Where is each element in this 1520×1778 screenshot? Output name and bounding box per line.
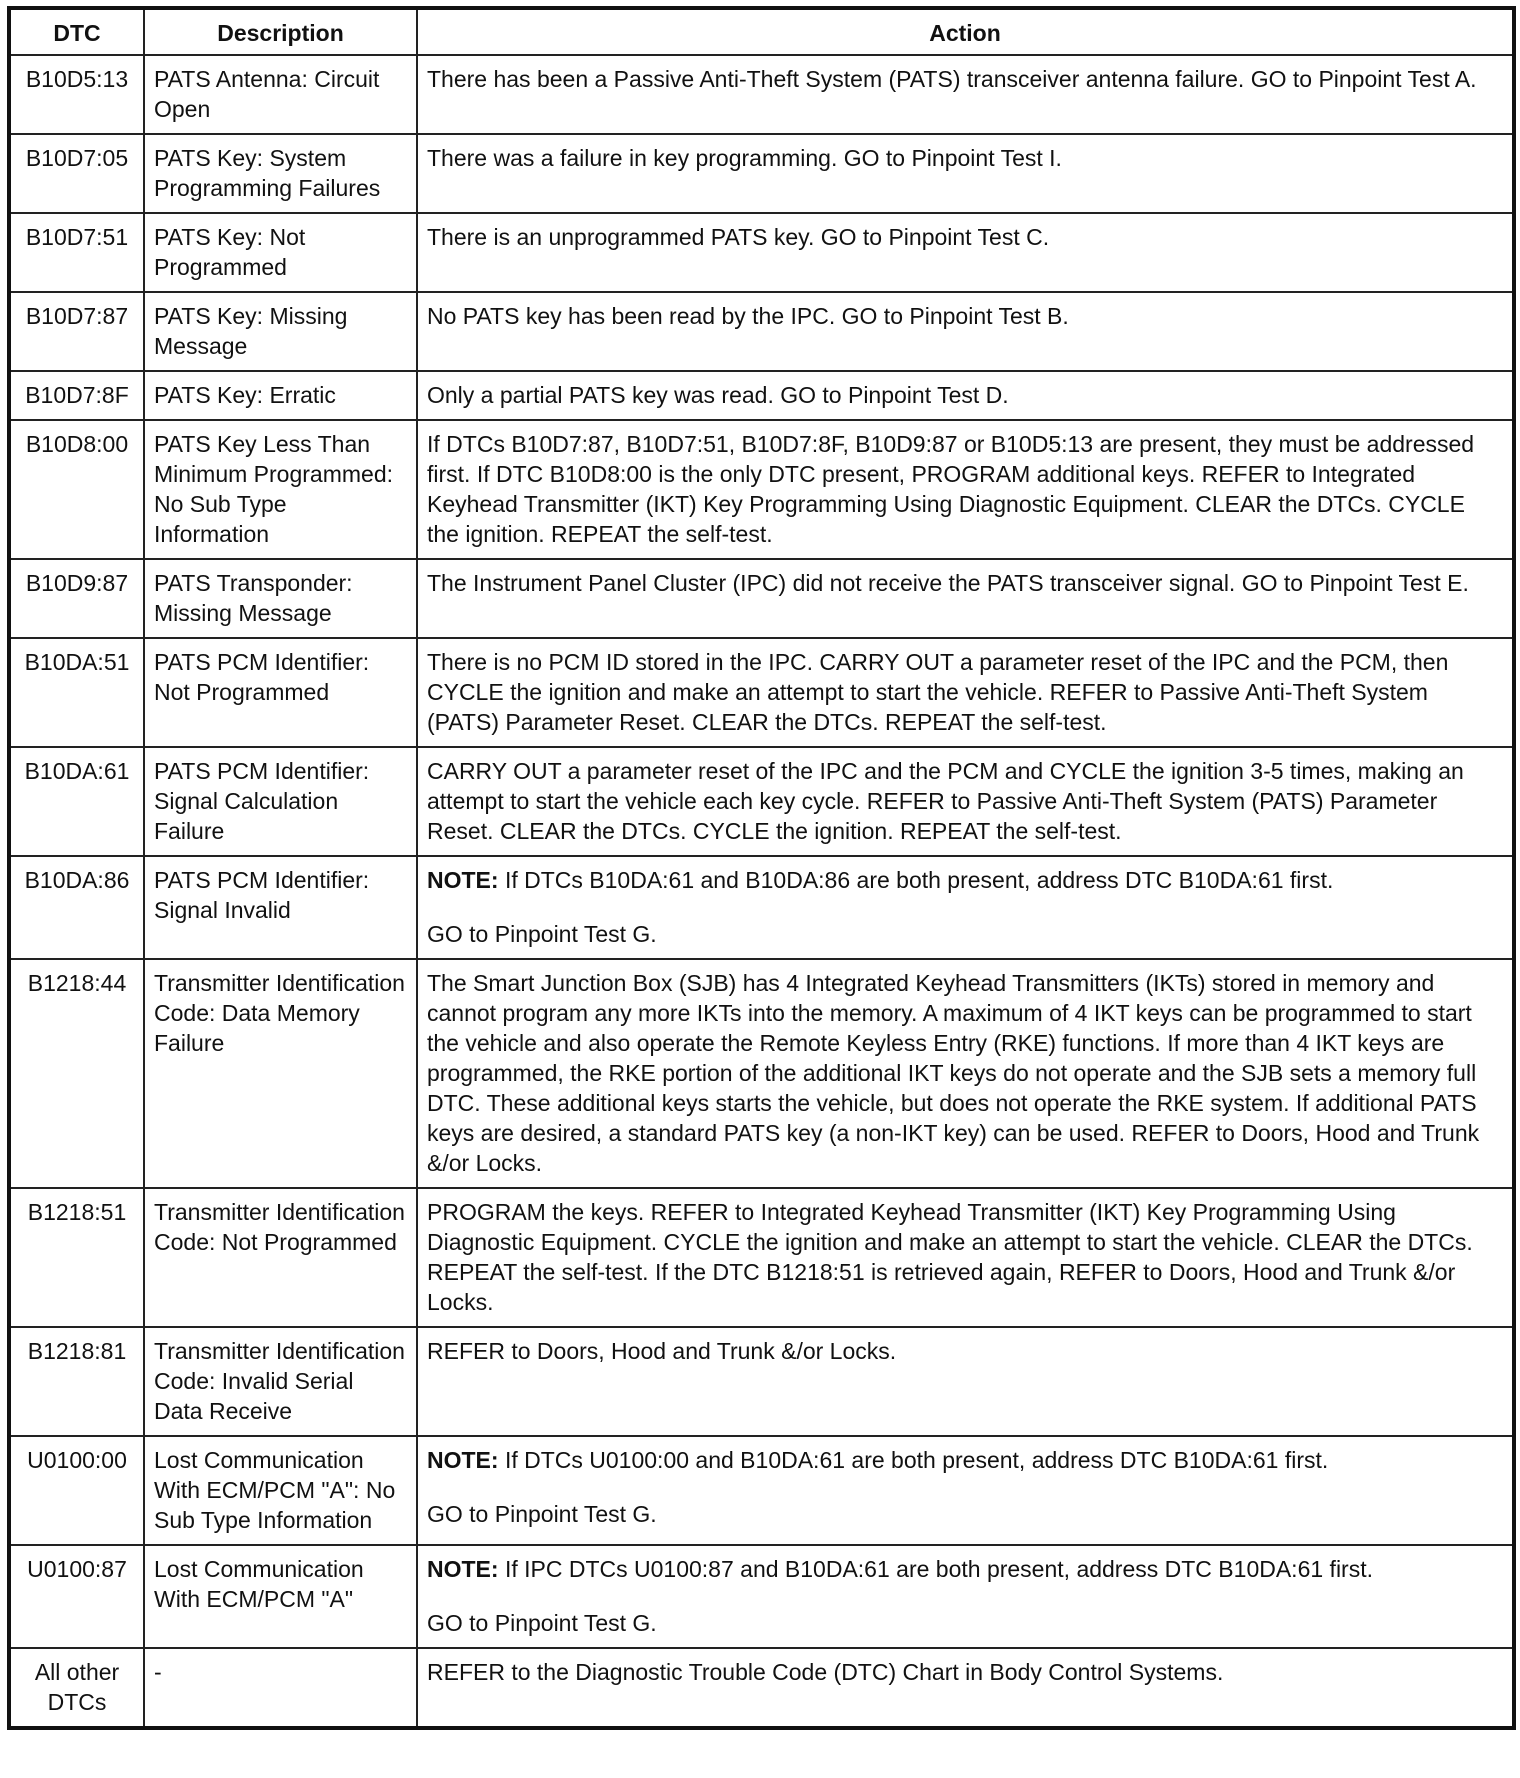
dtc-action [417, 856, 1514, 959]
note-label: NOTE: [427, 1556, 499, 1582]
header-row [9, 8, 1514, 55]
dtc-action: PROGRAM the keys. REFER to Integrated Keyhead Transmitter (IKT) Key Programming Using Diagnostic Equipment. CYCLE the ignition and make an attempt to start the vehicle. CLEAR the DTCs. REPEAT the self-test. If the DTC B1218:51 is retrieved again, REFER to Doors, Hood and Trunk &/or Locks. [417, 1188, 1514, 1327]
dtc-code: B10DA:51 [9, 638, 144, 747]
action-text: GO to Pinpoint Test G. [427, 1610, 657, 1636]
table-row [9, 1327, 1514, 1436]
dtc-description: - [144, 1648, 417, 1728]
note-line [427, 865, 1503, 895]
dtc-action [417, 1545, 1514, 1648]
table-row [9, 856, 1514, 959]
dtc-action: Only a partial PATS key was read. GO to Pinpoint Test D. [417, 371, 1514, 420]
dtc-code: B10DA:61 [9, 747, 144, 856]
dtc-code: B1218:44 [9, 959, 144, 1188]
dtc-code: U0100:00 [9, 1436, 144, 1545]
note-label: NOTE: [427, 1447, 499, 1473]
dtc-action: REFER to the Diagnostic Trouble Code (DTC) Chart in Body Control Systems. [417, 1648, 1514, 1728]
dtc-action: The Smart Junction Box (SJB) has 4 Integrated Keyhead Transmitters (IKTs) stored in memory and cannot program any more IKTs into the memory. A maximum of 4 IKT keys can be programmed to start the vehicle and also operate the Remote Keyless Entry (RKE) functions. If more than 4 IKT keys are programmed, the RKE portion of the additional IKT keys do not operate and the SJB sets a memory full DTC. These additional keys starts the vehicle, but does not operate the RKE system. If additional PATS keys are desired, a standard PATS key (a non-IKT key) can be used. REFER to Doors, Hood and Trunk &/or Locks. [417, 959, 1514, 1188]
dtc-action: There was a failure in key programming. GO to Pinpoint Test I. [417, 134, 1514, 213]
table-row [9, 1545, 1514, 1648]
note-line [427, 1445, 1503, 1475]
note-line [427, 1554, 1503, 1584]
note-text: If IPC DTCs U0100:87 and B10DA:61 are both present, address DTC B10DA:61 first. [498, 1556, 1373, 1582]
dtc-code: B10D8:00 [9, 420, 144, 559]
dtc-action: The Instrument Panel Cluster (IPC) did not receive the PATS transceiver signal. GO to Pinpoint Test E. [417, 559, 1514, 638]
dtc-description: Transmitter Identification Code: Not Programmed [144, 1188, 417, 1327]
dtc-code: U0100:87 [9, 1545, 144, 1648]
dtc-action: There is an unprogrammed PATS key. GO to Pinpoint Test C. [417, 213, 1514, 292]
table-row [9, 638, 1514, 747]
table-row [9, 292, 1514, 371]
dtc-description: PATS Key: Missing Message [144, 292, 417, 371]
action-text: GO to Pinpoint Test G. [427, 921, 657, 947]
dtc-description: Lost Communication With ECM/PCM "A": No Sub Type Information [144, 1436, 417, 1545]
table-row [9, 134, 1514, 213]
table-row [9, 420, 1514, 559]
header-dtc: DTC [9, 8, 144, 55]
dtc-description: PATS Key Less Than Minimum Programmed: No Sub Type Information [144, 420, 417, 559]
dtc-action: There has been a Passive Anti-Theft System (PATS) transceiver antenna failure. GO to Pinpoint Test A. [417, 55, 1514, 134]
dtc-code: B10D7:87 [9, 292, 144, 371]
dtc-code: B10D7:8F [9, 371, 144, 420]
dtc-description: PATS PCM Identifier: Not Programmed [144, 638, 417, 747]
dtc-code: B10D7:05 [9, 134, 144, 213]
dtc-action [417, 1436, 1514, 1545]
dtc-code: B1218:51 [9, 1188, 144, 1327]
dtc-description: Transmitter Identification Code: Data Memory Failure [144, 959, 417, 1188]
dtc-action: No PATS key has been read by the IPC. GO to Pinpoint Test B. [417, 292, 1514, 371]
table-row [9, 55, 1514, 134]
dtc-code: B10DA:86 [9, 856, 144, 959]
table-row [9, 747, 1514, 856]
table-row [9, 959, 1514, 1188]
dtc-description: PATS Key: System Programming Failures [144, 134, 417, 213]
table-row [9, 1436, 1514, 1545]
dtc-description: PATS Key: Not Programmed [144, 213, 417, 292]
dtc-code: B10D7:51 [9, 213, 144, 292]
dtc-action: REFER to Doors, Hood and Trunk &/or Locks. [417, 1327, 1514, 1436]
note-label: NOTE: [427, 867, 499, 893]
header-description: Description [144, 8, 417, 55]
dtc-action: CARRY OUT a parameter reset of the IPC and the PCM and CYCLE the ignition 3-5 times, making an attempt to start the vehicle each key cycle. REFER to Passive Anti-Theft System (PATS) Parameter Reset. CLEAR the DTCs. CYCLE the ignition. REPEAT the self-test. [417, 747, 1514, 856]
dtc-code: All other DTCs [9, 1648, 144, 1728]
dtc-code: B10D9:87 [9, 559, 144, 638]
table-row [9, 1188, 1514, 1327]
dtc-description: PATS Antenna: Circuit Open [144, 55, 417, 134]
table-row [9, 213, 1514, 292]
dtc-description: Transmitter Identification Code: Invalid Serial Data Receive [144, 1327, 417, 1436]
dtc-table [7, 6, 1516, 1730]
dtc-action: If DTCs B10D7:87, B10D7:51, B10D7:8F, B10D9:87 or B10D5:13 are present, they must be addressed first. If DTC B10D8:00 is the only DTC present, PROGRAM additional keys. REFER to Integrated Keyhead Transmitter (IKT) Key Programming Using Diagnostic Equipment. CLEAR the DTCs. CYCLE the ignition. REPEAT the self-test. [417, 420, 1514, 559]
table-row [9, 559, 1514, 638]
dtc-code: B1218:81 [9, 1327, 144, 1436]
dtc-description: PATS Transponder: Missing Message [144, 559, 417, 638]
dtc-code: B10D5:13 [9, 55, 144, 134]
note-text: If DTCs B10DA:61 and B10DA:86 are both present, address DTC B10DA:61 first. [498, 867, 1334, 893]
dtc-action: There is no PCM ID stored in the IPC. CARRY OUT a parameter reset of the IPC and the PCM, then CYCLE the ignition and make an attempt to start the vehicle. REFER to Passive Anti-Theft System (PATS) Parameter Reset. CLEAR the DTCs. REPEAT the self-test. [417, 638, 1514, 747]
table-row [9, 1648, 1514, 1728]
action-text: GO to Pinpoint Test G. [427, 1501, 657, 1527]
header-action: Action [417, 8, 1514, 55]
dtc-description: PATS Key: Erratic [144, 371, 417, 420]
dtc-description: Lost Communication With ECM/PCM "A" [144, 1545, 417, 1648]
dtc-description: PATS PCM Identifier: Signal Calculation Failure [144, 747, 417, 856]
note-text: If DTCs U0100:00 and B10DA:61 are both present, address DTC B10DA:61 first. [498, 1447, 1329, 1473]
table-row [9, 371, 1514, 420]
dtc-description: PATS PCM Identifier: Signal Invalid [144, 856, 417, 959]
